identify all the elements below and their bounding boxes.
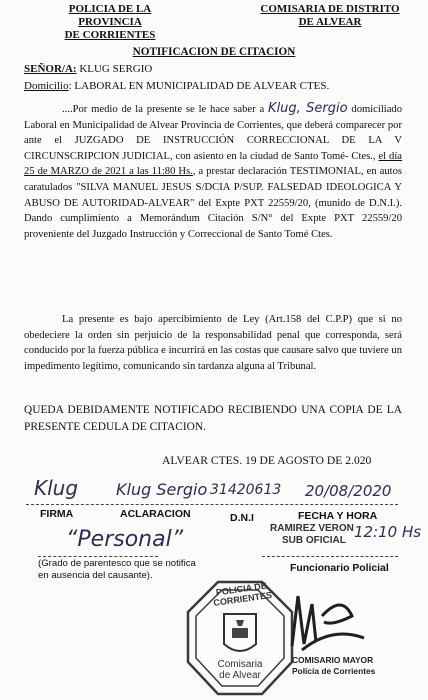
header-left-line2: DE CORRIENTES bbox=[64, 29, 156, 41]
handwritten-personal: “Personal” bbox=[66, 527, 184, 552]
stamp-ramirez-line2: SUB OFICIAL bbox=[282, 535, 346, 546]
senor-row bbox=[24, 63, 152, 75]
p1-intro: ....Por medio de la presente se le hace saber a bbox=[62, 104, 265, 115]
stamp-comisario bbox=[292, 655, 375, 677]
seal-bottom-text bbox=[196, 659, 284, 681]
document-title: NOTIFICACION DE CITACION bbox=[132, 46, 296, 58]
domicilio-value: : LABORAL EN MUNICIPALIDAD DE ALVEAR CTES. bbox=[68, 80, 330, 92]
p1-date: el día 25 de MARZO de 2021 a las 11:80 Hs. bbox=[24, 150, 402, 178]
label-funcionario: Funcionario Policial bbox=[290, 563, 389, 574]
stamp-ramirez-line1: RAMIREZ VERON bbox=[270, 523, 354, 534]
p1-handwritten-name: Klug, Sergio bbox=[268, 101, 348, 116]
stamp-comisario-line1: COMISARIO MAYOR bbox=[292, 655, 374, 665]
paragraph-warning: La presente es bajo apercibimiento de Ley (Art.158 del C.P.P) que si no obedeciere la orden sin perjuicio de la responsabilidad penal que corresponda, será conducido por la fuerza pública e incurrirá en las costas que causare salvo que tuviere un impedimento legítimo, comunicando sin tardanza alguna al Tribunal. bbox=[24, 314, 402, 372]
header-right-line1: COMISARIA DE DISTRITO bbox=[260, 3, 400, 15]
header-right-line2: DE ALVEAR bbox=[298, 16, 362, 28]
senor-label: SEÑOR/A: bbox=[24, 63, 77, 75]
label-aclaracion: ACLARACION bbox=[120, 508, 191, 520]
signature-line bbox=[26, 504, 398, 505]
seal-bottom-line2: de Alvear bbox=[219, 670, 261, 681]
parentesco-line bbox=[38, 556, 158, 557]
seal-bottom-line1: Comisaria bbox=[217, 659, 263, 670]
label-parentesco: (Grado de parentesco que se notifica en ausencia del causante). bbox=[38, 558, 196, 581]
domicilio-label: Domicilio bbox=[24, 80, 69, 92]
paragraph-main bbox=[24, 101, 402, 242]
funcionario-line bbox=[262, 556, 398, 557]
handwritten-signature: Klug bbox=[34, 476, 79, 500]
senor-value: KLUG SERGIO bbox=[79, 63, 153, 75]
place-date: ALVEAR CTES. 19 DE AGOSTO DE 2.020 bbox=[162, 454, 372, 467]
label-dni: D.N.I bbox=[230, 512, 254, 524]
domicilio-row bbox=[24, 80, 329, 92]
handwritten-aclaracion: Klug Sergio bbox=[116, 480, 208, 499]
paragraph-notified: QUEDA DEBIDAMENTE NOTIFICADO RECIBIENDO UNA COPIA DE LA PRESENTE CEDULA DE CITACION. bbox=[24, 404, 402, 433]
seal-ring-text: POLICIA DE CORRIENTES bbox=[212, 580, 273, 609]
p1-text-a: domiciliado Laboral en Municipalidad de Alvear Provincia de Corrientes, que deberá comparecer por ante el JUZGADO DE INSTRUCCIÓN CORRECCIONAL DE LA V CIRCUNSCRIPCION JUDICIAL, con asiento en la ciudad de Santo Tomé- Ctes., bbox=[24, 104, 402, 162]
label-firma: FIRMA bbox=[40, 508, 74, 520]
p1-text-b: , a prestar declaración TESTIMONIAL, en autos caratulados "SILVA MANUEL JESUS S/DCIA P/SUP. FALSEDAD IDEOLOGICA Y ABUSO DE AUTORIDAD-ALVEAR" del Expte PXT 22559/20, (munido de D.N.I.). Dando cumplimiento a Memorándum Citación S/N° del Expte PXT 22559/20 proveniente del Juzgado Instrucción y Correccional de Santo Tomé Ctes. bbox=[24, 166, 403, 240]
header-left bbox=[40, 3, 180, 42]
header-right bbox=[255, 3, 405, 29]
handwritten-dni: 31420613 bbox=[210, 482, 282, 498]
stamp-comisario-line2: Policía de Corrientes bbox=[292, 666, 376, 676]
header-left-line1: POLICIA DE LA PROVINCIA bbox=[68, 3, 152, 28]
handwritten-date: 20/08/2020 bbox=[305, 482, 392, 500]
handwritten-personal-text: Personal bbox=[77, 527, 172, 552]
label-fecha-hora: FECHA Y HORA bbox=[298, 510, 378, 522]
stamp-ramirez bbox=[270, 523, 354, 547]
handwritten-time: 12:10 Hs bbox=[354, 523, 422, 541]
comisario-signature bbox=[272, 586, 372, 656]
